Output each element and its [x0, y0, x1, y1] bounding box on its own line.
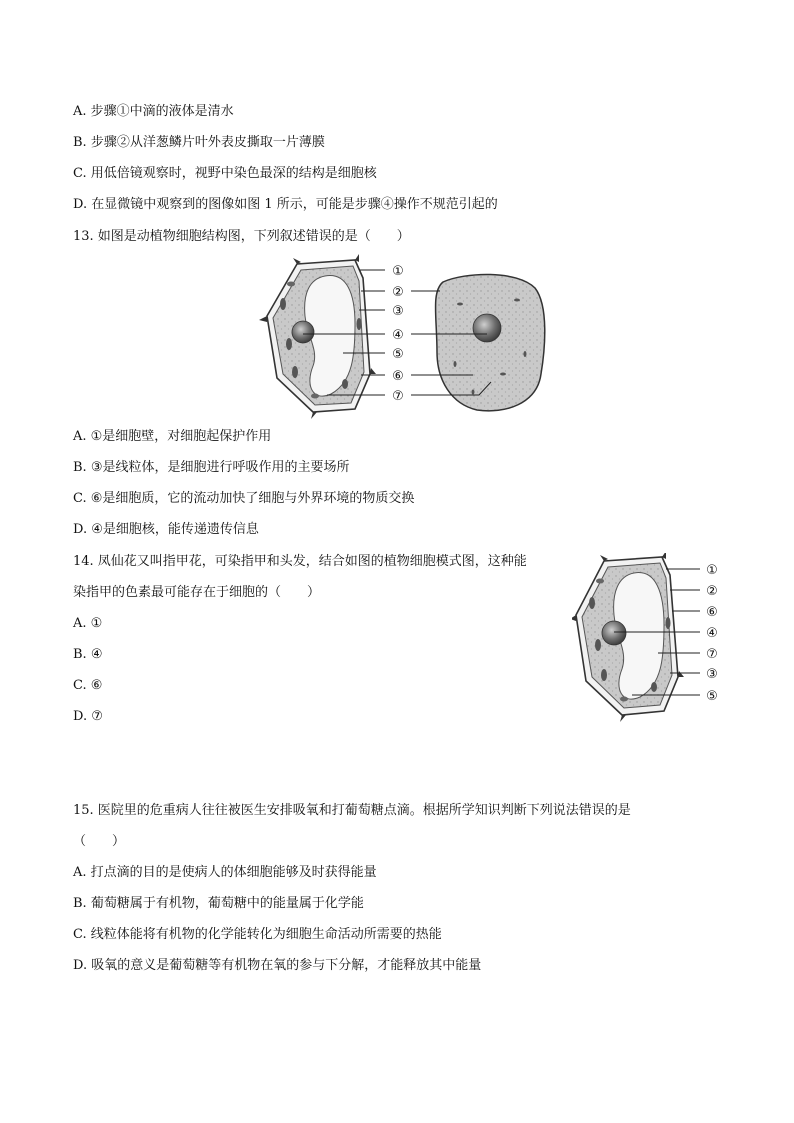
q15-option-b: B. 葡萄糖属于有机物，葡萄糖中的能量属于化学能	[73, 896, 364, 911]
q14-option-a: A. ①	[73, 616, 103, 631]
q14-label-3: ③	[706, 667, 718, 682]
q12-option-d: D. 在显微镜中观察到的图像如图 1 所示，可能是步骤④操作不规范引起的	[73, 197, 498, 212]
q15-stem-line1: 15. 医院里的危重病人往往被医生安排吸氧和打葡萄糖点滴。根据所学知识判断下列说法错误的是	[73, 803, 631, 818]
q13-option-c: C. ⑥是细胞质，它的流动加快了细胞与外界环境的物质交换	[73, 491, 415, 506]
q12-option-b: B. 步骤②从洋葱鳞片叶外表皮撕取一片薄膜	[73, 135, 325, 150]
q14-label-2: ②	[706, 584, 718, 599]
q13-label-6: ⑥	[392, 369, 404, 384]
q15-option-d: D. 吸氧的意义是葡萄糖等有机物在氧的参与下分解，才能释放其中能量	[73, 958, 482, 973]
q13-label-5: ⑤	[392, 347, 404, 362]
q13-option-a: A. ①是细胞壁，对细胞起保护作用	[73, 429, 272, 444]
q14-label-4: ④	[706, 626, 718, 641]
q14-plant-cell-diagram	[572, 553, 732, 723]
q13-cell-diagram	[255, 254, 555, 419]
q15-stem-line2: （ ）	[73, 834, 126, 849]
q13-stem: 13. 如图是动植物细胞结构图，下列叙述错误的是（ ）	[73, 229, 410, 244]
q13-label-2: ②	[392, 285, 404, 300]
q13-label-4: ④	[392, 328, 404, 343]
q13-label-3: ③	[392, 304, 404, 319]
q15-option-c: C. 线粒体能将有机物的化学能转化为细胞生命活动所需要的热能	[73, 927, 442, 942]
q14-option-b: B. ④	[73, 647, 103, 662]
q14-option-d: D. ⑦	[73, 709, 103, 724]
q12-option-a: A. 步骤①中滴的液体是清水	[73, 104, 234, 119]
q15-option-a: A. 打点滴的目的是使病人的体细胞能够及时获得能量	[73, 865, 377, 880]
q12-option-c: C. 用低倍镜观察时，视野中染色最深的结构是细胞核	[73, 166, 377, 181]
q14-label-1: ①	[706, 563, 718, 578]
q14-option-c: C. ⑥	[73, 678, 103, 693]
q14-label-5: ⑤	[706, 689, 718, 704]
q13-option-d: D. ④是细胞核，能传递遗传信息	[73, 522, 259, 537]
q14-stem-line1: 14. 凤仙花又叫指甲花，可染指甲和头发，结合如图的植物细胞模式图，这种能	[73, 554, 527, 569]
q14-label-7: ⑦	[706, 647, 718, 662]
q14-stem-line2: 染指甲的色素最可能存在于细胞的（ ）	[73, 585, 321, 600]
q14-label-6: ⑥	[706, 605, 718, 620]
animal-cell	[436, 274, 545, 410]
plant-cell	[572, 553, 684, 722]
q13-option-b: B. ③是线粒体，是细胞进行呼吸作用的主要场所	[73, 460, 350, 475]
q13-label-7: ⑦	[392, 389, 404, 404]
q13-label-1: ①	[392, 264, 404, 279]
plant-cell	[259, 254, 376, 419]
